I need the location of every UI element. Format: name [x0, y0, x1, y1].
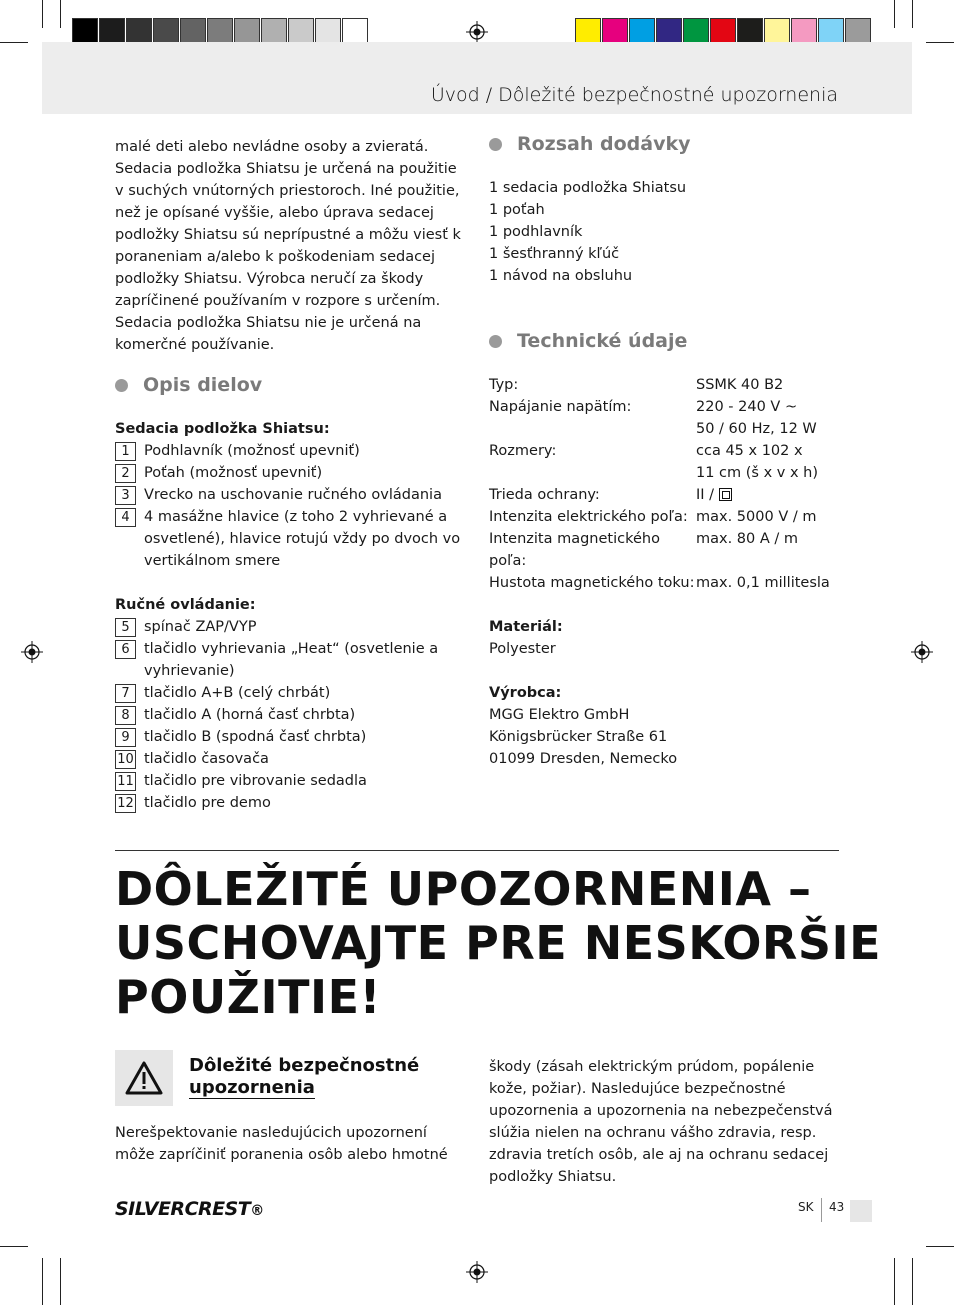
tech-table — [489, 374, 839, 594]
registration-mark-icon — [466, 1261, 488, 1283]
bullet-icon — [115, 379, 128, 392]
registration-mark-icon — [21, 641, 43, 663]
part-item — [115, 770, 465, 792]
brand-main: SILVER — [115, 1198, 185, 1220]
delivery-heading: Rozsah dodávky — [517, 133, 691, 155]
delivery-item: 1 šesťhranný kľúč — [489, 246, 620, 262]
brand-second: CREST — [184, 1198, 251, 1220]
safety-left-text: Nerešpektovanie nasledujúcich upozornení môže zapríčiniť poranenia osôb alebo hmotné — [115, 1125, 448, 1163]
material-label: Materiál: — [489, 619, 563, 635]
remote-parts-list — [115, 616, 465, 814]
part-text: 4 masážne hlavice (z toho 2 vyhrievané a osvetlené), hlavice rotujú vždy po dvoch vo vertikálnom smere — [144, 509, 461, 569]
protection-class-icon — [719, 488, 732, 501]
crop-mark — [926, 42, 954, 43]
section-heading — [489, 133, 839, 155]
tech-key — [489, 462, 696, 484]
crop-mark — [912, 1258, 913, 1305]
safety-heading — [189, 1055, 419, 1099]
part-item — [115, 682, 465, 704]
tech-section — [489, 330, 839, 770]
tech-row — [489, 484, 839, 506]
tech-value: max. 80 A / m — [696, 531, 799, 547]
part-text: Poťah (možnosť upevniť) — [144, 465, 323, 481]
safety-right-text: škody (zásah elektrickým prúdom, popálenie kože, požiar). Nasledujúce bezpečnostné upozornenia a upozornenia na nebezpečenstvá slúžia nielen na ochranu vášho zdravia, resp. zdravia tretích osôb, ale aj na ochranu sedacej podložky Shiatsu. — [489, 1059, 833, 1185]
part-text: tlačidlo vyhrievania „Heat“ (osvetlenie a vyhrievanie) — [144, 641, 439, 679]
section-heading — [115, 374, 465, 396]
part-number: 5 — [115, 618, 136, 637]
tech-key: Napájanie napätím: — [489, 399, 632, 415]
section-heading — [489, 330, 839, 352]
warning-triangle-icon — [125, 1061, 163, 1095]
main-title — [115, 862, 881, 1024]
maker-label: Výrobca: — [489, 685, 562, 701]
delivery-item: 1 poťah — [489, 202, 545, 218]
footer-tab — [850, 1200, 872, 1222]
part-item — [115, 638, 465, 682]
material-value: Polyester — [489, 641, 556, 657]
part-item — [115, 748, 465, 770]
part-number: 3 — [115, 486, 136, 505]
tech-value: 11 cm (š x v x h) — [696, 465, 819, 481]
tech-value: max. 0,1 millitesla — [696, 575, 830, 591]
tech-row — [489, 462, 839, 484]
tech-key — [489, 418, 696, 440]
crop-mark — [42, 0, 43, 28]
tech-value: 220 - 240 V ~ — [696, 399, 798, 415]
part-number: 8 — [115, 706, 136, 725]
part-number: 12 — [115, 794, 136, 813]
tech-value: II / — [696, 484, 839, 506]
registration-mark-icon — [911, 641, 933, 663]
tech-row — [489, 440, 839, 462]
part-number: 2 — [115, 464, 136, 483]
delivery-list — [489, 177, 839, 287]
tech-row — [489, 396, 839, 418]
tech-key: Intenzita elektrického poľa: — [489, 509, 688, 525]
part-item — [115, 506, 465, 572]
footer-divider — [821, 1198, 822, 1222]
crop-mark — [926, 1246, 954, 1247]
parts-section — [115, 374, 465, 814]
part-item — [115, 726, 465, 748]
maker-line: 01099 Dresden, Nemecko — [489, 751, 678, 767]
part-number: 9 — [115, 728, 136, 747]
tech-row — [489, 528, 839, 572]
maker-line: MGG Elektro GmbH — [489, 707, 630, 723]
part-item — [115, 792, 465, 814]
parts-heading: Opis dielov — [143, 374, 263, 396]
part-number: 7 — [115, 684, 136, 703]
tech-key: Trieda ochrany: — [489, 487, 600, 503]
part-text: tlačidlo pre demo — [144, 795, 271, 811]
delivery-item: 1 návod na obsluhu — [489, 268, 633, 284]
part-text: tlačidlo A+B (celý chrbát) — [144, 685, 331, 701]
delivery-item: 1 podhlavník — [489, 224, 583, 240]
brand-logo: SILVERCREST® — [115, 1198, 264, 1220]
intro-paragraph: malé deti alebo nevládne osoby a zvieratá. Sedacia podložka Shiatsu je určená na použitie v suchých vnútorných priestoroch. Iné použitie, než je opísané vyššie, alebo úprava sedacej podložky Shiatsu sú neprípustné a môžu viesť k poraneniam a/alebo k poškodeniam sedacej podložky Shiatsu. Výrobca neručí za škody zapríčinené používaním v rozpore s určením. Sedacia podložka Shiatsu nie je určená na komerčné používanie. — [115, 139, 461, 353]
tech-key: Typ: — [489, 377, 519, 393]
part-item — [115, 462, 465, 484]
language-code: SK — [798, 1200, 814, 1214]
main-title-line: USCHOVAJTE PRE NESKORŠIE — [115, 916, 882, 970]
tech-row — [489, 418, 839, 440]
tech-row — [489, 572, 839, 594]
tech-key: Intenzita magnetického poľa: — [489, 531, 660, 569]
divider — [115, 850, 839, 851]
delivery-section — [489, 133, 839, 287]
tech-value: SSMK 40 B2 — [696, 377, 784, 393]
crop-mark — [0, 42, 28, 43]
part-item — [115, 704, 465, 726]
remote-label: Ručné ovládanie: — [115, 597, 256, 613]
warning-icon-box — [115, 1050, 173, 1106]
part-number: 10 — [115, 750, 136, 769]
seat-parts-list — [115, 440, 465, 572]
registration-mark-icon — [466, 21, 488, 43]
page-header-title: Úvod / Dôležité bezpečnostné upozornenia — [430, 84, 838, 106]
part-text: tlačidlo časovača — [144, 751, 269, 767]
crop-mark — [0, 1246, 28, 1247]
crop-mark — [42, 1258, 43, 1305]
crop-mark — [60, 1258, 61, 1305]
tech-row — [489, 506, 839, 528]
part-text: Podhlavník (možnosť upevniť) — [144, 443, 360, 459]
part-item — [115, 484, 465, 506]
seat-label: Sedacia podložka Shiatsu: — [115, 421, 330, 437]
part-item — [115, 440, 465, 462]
crop-mark — [60, 0, 61, 28]
part-number: 11 — [115, 772, 136, 791]
bullet-icon — [489, 335, 502, 348]
part-text: tlačidlo A (horná časť chrbta) — [144, 707, 356, 723]
delivery-item: 1 sedacia podložka Shiatsu — [489, 180, 687, 196]
tech-row — [489, 374, 839, 396]
part-text: Vrecko na uschovanie ručného ovládania — [144, 487, 442, 503]
page-number: 43 — [829, 1200, 845, 1214]
crop-mark — [894, 1258, 895, 1305]
crop-mark — [912, 0, 913, 28]
main-title-line: DÔLEŽITÉ UPOZORNENIA – — [115, 862, 812, 916]
maker-line: Königsbrücker Straße 61 — [489, 729, 668, 745]
part-number: 1 — [115, 442, 136, 461]
part-number: 6 — [115, 640, 136, 659]
tech-value: 50 / 60 Hz, 12 W — [696, 421, 817, 437]
main-title-line: POUŽITIE! — [115, 970, 382, 1024]
tech-value: max. 5000 V / m — [696, 509, 817, 525]
tech-value: cca 45 x 102 x — [696, 443, 803, 459]
part-text: tlačidlo B (spodná časť chrbta) — [144, 729, 367, 745]
part-item — [115, 616, 465, 638]
part-text: tlačidlo pre vibrovanie sedadla — [144, 773, 367, 789]
safety-heading-line2: upozornenia — [189, 1077, 315, 1098]
part-number: 4 — [115, 508, 136, 527]
maker-address — [489, 704, 839, 770]
tech-key: Rozmery: — [489, 443, 557, 459]
part-text: spínač ZAP/VYP — [144, 619, 257, 635]
bullet-icon — [489, 138, 502, 151]
tech-heading: Technické údaje — [517, 330, 688, 352]
crop-mark — [894, 0, 895, 28]
tech-key: Hustota magnetického toku: — [489, 575, 695, 591]
safety-heading-line1: Dôležité bezpečnostné — [189, 1055, 420, 1076]
